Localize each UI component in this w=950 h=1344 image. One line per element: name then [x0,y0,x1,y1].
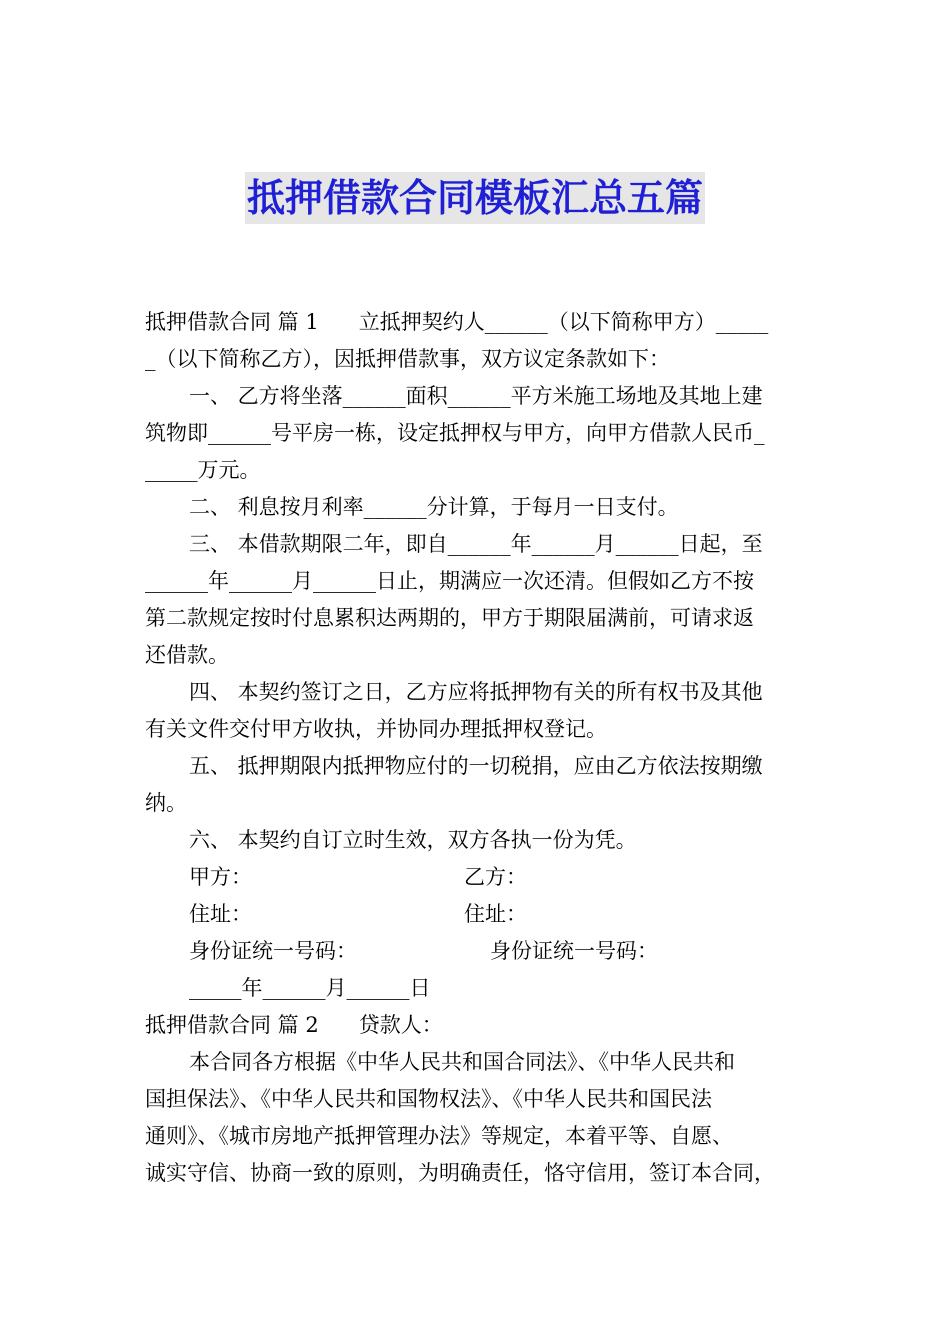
paragraph-text: 立抵押契约人______（以下简称甲方）_____ [358,310,769,334]
document-title-wrap [0,172,950,224]
paragraph-line: _____万元。 [145,458,261,482]
clause-six: 六、 本契约自订立时生效，双方各执一份为凭。 [189,828,637,852]
clause-four: 四、 本契约签订之日，乙方应将抵押物有关的所有权书及其他 [189,680,763,704]
paragraph-line: 纳。 [145,791,187,815]
signature-row-party [145,859,810,896]
signature-row-id [145,933,810,970]
clause-three: 三、 本借款期限二年，即自______年______月______日起，至 [189,532,763,556]
signature-row-address [145,896,810,933]
paragraph-line: 还借款。 [145,643,229,667]
paragraph-line: 第二款规定按时付息累积达两期的，甲方于期限届满前，可请求返 [145,606,754,630]
party-b-label: 乙方： [464,865,527,889]
section-heading: 抵押借款合同 篇 2 [145,1013,319,1037]
paragraph-line: 通则》、《城市房地产抵押管理办法》等规定，本着平等、自愿、 [145,1124,733,1148]
paragraph-line: _（以下简称乙方），因抵押借款事，双方议定条款如下： [145,347,670,371]
paragraph-line: 有关文件交付甲方收执，并协同办理抵押权登记。 [145,717,607,741]
paragraph-line: 本合同各方根据《中华人民共和国合同法》、《中华人民共和 [189,1050,735,1074]
party-a-label: 甲方： [189,865,252,889]
paragraph-line: 筑物即______号平房一栋，设定抵押权与甲方，向甲方借款人民币_ [145,421,765,445]
id-b-label: 身份证统一号码： [490,939,658,963]
clause-one: 一、 乙方将坐落______面积______平方米施工场地及其地上建 [189,384,763,408]
clause-five: 五、 抵押期限内抵押物应付的一切税捐，应由乙方依法按期缴 [189,754,763,778]
paragraph-line: ______年______月______日止，期满应一次还清。但假如乙方不按 [145,569,754,593]
lender-label: 贷款人： [358,1013,443,1037]
paragraph-line [145,1007,810,1044]
id-a-label: 身份证统一号码： [189,939,357,963]
document-title: 抵押借款合同模板汇总五篇 [245,172,705,224]
address-a-label: 住址： [189,902,252,926]
signature-date: _____年______月______日 [189,976,431,1000]
address-b-label: 住址： [464,902,527,926]
paragraph-line [145,304,810,341]
document-body [145,304,810,1192]
section-heading: 抵押借款合同 篇 1 [145,310,319,334]
clause-two: 二、 利息按月利率______分计算，于每月一日支付。 [189,495,679,519]
paragraph-line: 国担保法》、《中华人民共和国物权法》、《中华人民共和国民法 [145,1087,712,1111]
paragraph-line: 诚实守信、协商一致的原则，为明确责任，恪守信用，签订本合同， [145,1161,775,1185]
